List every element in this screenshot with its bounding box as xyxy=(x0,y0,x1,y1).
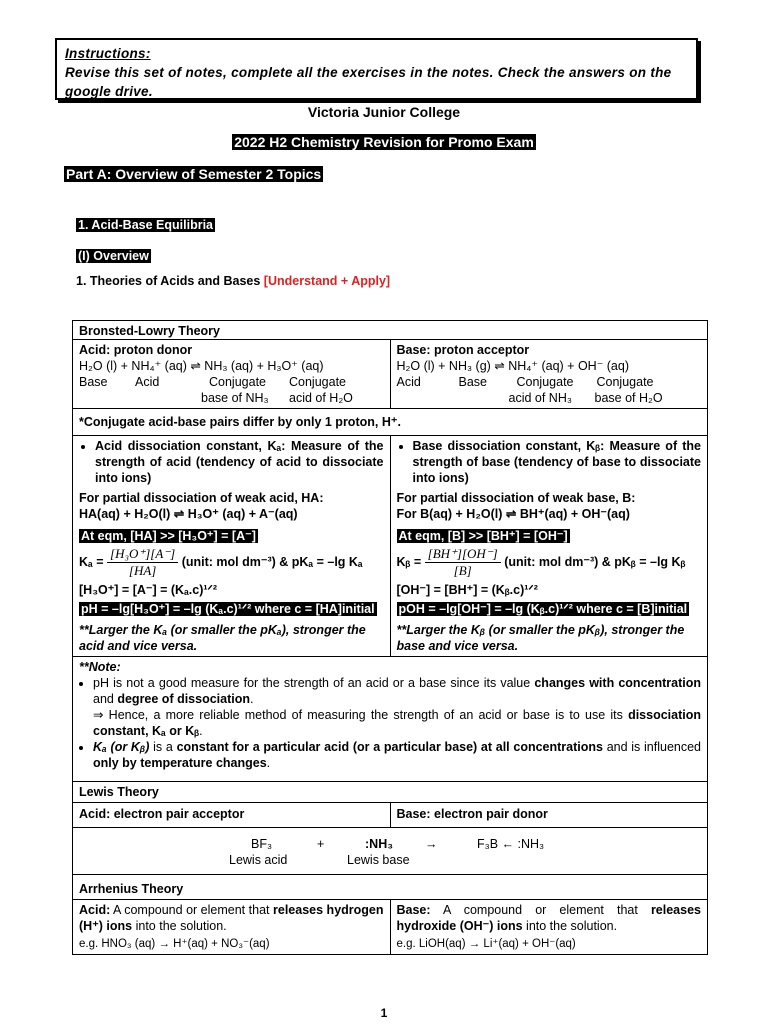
weak-base-equation: For B(aq) + H₂O(l) ⇌ BH⁺(aq) + OH⁻(aq) xyxy=(396,507,630,521)
lewis-title: Lewis Theory xyxy=(79,785,159,799)
ka-denominator: [HA] xyxy=(128,563,157,578)
arrhenius-title: Arrhenius Theory xyxy=(79,882,184,896)
ka-rhs: (unit: mol dm⁻³) & pKₐ = –lg Kₐ xyxy=(181,554,363,569)
bronsted-acid-labels-2 xyxy=(79,390,384,406)
ka-lhs: Kₐ = xyxy=(79,554,104,569)
lewis-acid-label: Lewis acid xyxy=(229,853,288,867)
arrhenius-base-example: e.g. LiOH(aq) → Li⁺(aq) + OH⁻(aq) xyxy=(396,938,576,950)
oh-concentration: [OH⁻] = [BH⁺] = (Kᵦ.c)¹ᐟ² xyxy=(396,583,538,597)
label-conjugate-1: Conjugate xyxy=(516,375,574,389)
conjugate-note: *Conjugate acid-base pairs differ by only 1 proton, H⁺. xyxy=(79,415,401,429)
label-conjugate-1: Conjugate xyxy=(209,375,266,389)
instructions-box xyxy=(55,38,698,100)
note-title: **Note: xyxy=(79,660,121,674)
acid-larger-note: **Larger the Kₐ (or smaller the pKₐ), stronger the acid and vice versa. xyxy=(79,623,366,653)
lewis-nh3: :NH₃ xyxy=(365,837,393,851)
school-name: Victoria Junior College xyxy=(307,104,461,120)
theories-tag: [Understand + Apply] xyxy=(263,274,391,288)
bronsted-acid-equation: H₂O (l) + NH₄⁺ (aq) ⇌ NH₃ (aq) + H₃O⁺ (aq) xyxy=(79,359,324,373)
part-heading: Part A: Overview of Semester 2 Topics xyxy=(66,166,322,182)
label-base-of-h2o: base of H₂O xyxy=(594,391,663,405)
label-acid: Acid xyxy=(396,375,421,389)
overview-heading: (I) Overview xyxy=(78,249,149,263)
kb-fraction xyxy=(425,546,501,579)
instructions-body: Revise this set of notes, complete all the exercises in the notes. Check the answers on the google drive. xyxy=(65,65,672,99)
ka-bullet: • Acid dissociation constant, Kₐ: Measure of the strength of acid (tendency of acid to dissociate into ions) xyxy=(95,438,384,486)
arrhenius-acid-example: e.g. HNO₃ (aq) → H⁺(aq) + NO₃⁻(aq) xyxy=(79,938,270,950)
instructions-title: Instructions: xyxy=(65,46,151,61)
course-title: 2022 H2 Chemistry Revision for Promo Exam xyxy=(234,134,534,150)
lewis-arrow: → xyxy=(425,837,438,851)
weak-acid-equation: HA(aq) + H₂O(l) ⇌ H₃O⁺ (aq) + A⁻(aq) xyxy=(79,507,298,521)
ka-fraction xyxy=(107,546,178,579)
label-acid-of-nh3: acid of NH₃ xyxy=(508,391,572,405)
weak-acid-heading: For partial dissociation of weak acid, HA: xyxy=(79,491,324,505)
kb-lhs: Kᵦ = xyxy=(396,554,422,569)
base-eqm-highlight: At eqm, [B] >> [BH⁺] = [OH⁻] xyxy=(398,529,568,543)
ka-expression xyxy=(79,546,384,579)
lewis-acid-heading: Acid: electron pair acceptor xyxy=(79,807,245,821)
note-point-1-followup: ⇒ Hence, a more reliable method of measuring the strength of an acid or base is to use its dissociation constant, Kₐ or Kᵦ. xyxy=(93,708,701,738)
lewis-base-label: Lewis base xyxy=(347,853,410,867)
lewis-product: F₃B ← :NH₃ xyxy=(477,837,545,851)
note-point-2: • Kₐ (or Kᵦ) is a constant for a particular acid (or a particular base) at all concentrations and is influenced only by temperature changes. xyxy=(93,739,701,771)
theories-table xyxy=(72,320,708,955)
kb-expression xyxy=(397,546,702,579)
lewis-bf3: BF₃ xyxy=(251,837,273,851)
kb-numerator: [BH⁺][OH⁻] xyxy=(425,546,501,563)
label-conjugate-2: Conjugate xyxy=(596,375,654,389)
theories-label: 1. Theories of Acids and Bases xyxy=(76,274,264,288)
bronsted-acid-labels xyxy=(79,374,384,390)
theories-heading xyxy=(76,274,390,288)
ka-numerator: [H₃O⁺][A⁻] xyxy=(107,546,178,563)
topic-heading: 1. Acid-Base Equilibria xyxy=(78,218,213,232)
bronsted-acid-heading: Acid: proton donor xyxy=(79,343,193,357)
page-number: 1 xyxy=(380,1006,388,1020)
lewis-reaction xyxy=(79,836,701,870)
note-point-1: • pH is not a good measure for the strength of an acid or a base since its value changes with concentration and degree of dissociation. ⇒ Hence, a more reliable method of measuring the strength of an acid or base is to use its dissociation constant, Kₐ or Kᵦ. xyxy=(93,675,701,739)
label-base-of-nh3: base of NH₃ xyxy=(201,391,269,405)
bronsted-base-labels xyxy=(397,374,702,390)
arrhenius-acid-definition: Acid: A compound or element that releases hydrogen (H⁺) ions into the solution. xyxy=(79,903,384,933)
lewis-plus: + xyxy=(317,837,325,851)
label-conjugate-2: Conjugate xyxy=(289,375,346,389)
lewis-base-heading: Base: electron pair donor xyxy=(396,807,548,821)
ph-highlight: pH = –lg[H₃O⁺] = –lg (Kₐ.c)¹ᐟ² where c = [HA]initial xyxy=(81,602,375,616)
bronsted-base-labels-2 xyxy=(397,390,702,406)
label-acid: Acid xyxy=(135,375,160,389)
weak-base-heading: For partial dissociation of weak base, B: xyxy=(396,491,636,505)
label-base: Base xyxy=(79,375,108,389)
bronsted-base-equation: H₂O (l) + NH₃ (g) ⇌ NH₄⁺ (aq) + OH⁻ (aq) xyxy=(396,359,629,373)
bronsted-base-heading: Base: proton acceptor xyxy=(396,343,530,357)
h3o-concentration: [H₃O⁺] = [A⁻] = (Kₐ.c)¹ᐟ² xyxy=(79,583,218,597)
base-larger-note: **Larger the Kᵦ (or smaller the pKᵦ), stronger the base and vice versa. xyxy=(396,623,685,653)
poh-highlight: pOH = –lg[OH⁻] = –lg (Kᵦ.c)¹ᐟ² where c = [B]initial xyxy=(398,602,688,616)
arrhenius-base-definition: Base: A compound or element that releases hydroxide (OH⁻) ions into the solution. xyxy=(396,903,701,933)
label-base: Base xyxy=(458,375,487,389)
label-acid-of-h2o: acid of H₂O xyxy=(289,391,353,405)
kb-bullet: • Base dissociation constant, Kᵦ: Measure of the strength of base (tendency of base to dissociate into ions) xyxy=(413,438,702,486)
kb-rhs: (unit: mol dm⁻³) & pKᵦ = –lg Kᵦ xyxy=(504,554,686,569)
bronsted-title: Bronsted-Lowry Theory xyxy=(79,324,220,338)
acid-eqm-highlight: At eqm, [HA] >> [H₃O⁺] = [A⁻] xyxy=(81,529,256,543)
kb-denominator: [B] xyxy=(453,563,472,578)
